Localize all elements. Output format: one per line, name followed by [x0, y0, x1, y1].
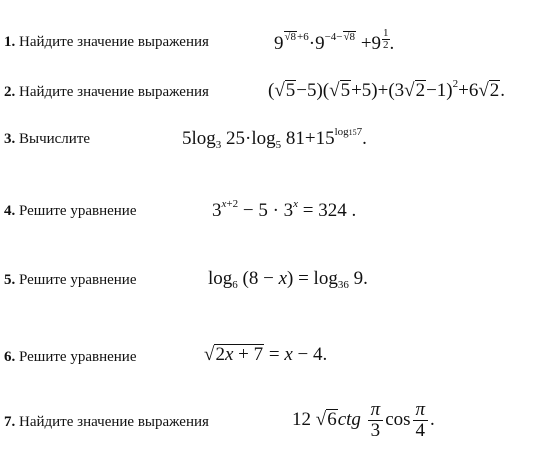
- task-2-number: 2.: [4, 84, 16, 100]
- task-3-text: Вычислите: [19, 131, 91, 147]
- task-4-label: [4, 203, 136, 220]
- task-6-expression: √2x + 7 = x − 4.: [204, 344, 328, 365]
- task-2-label: [4, 84, 209, 101]
- task-4-expression: $3^{x+2} - 5 \cdot 3^x = 324$ .: [212, 198, 357, 221]
- task-4-text: Решите уравнение: [19, 203, 137, 219]
- task-3-label: [4, 131, 90, 148]
- task-7-text: Найдите значение выражения: [19, 414, 209, 430]
- task-6-text: Решите уравнение: [19, 349, 137, 365]
- task-5-number: 5.: [4, 272, 16, 288]
- task-1-label: [4, 34, 209, 51]
- task-1-number: 1.: [4, 34, 16, 50]
- task-7-label: [4, 414, 209, 431]
- task-6-label: [4, 349, 136, 366]
- task-5-label: [4, 272, 136, 289]
- task-2-text: Найдите значение выражения: [19, 84, 209, 100]
- task-2-expression: $(√5-5)(√5+5)+(3√2-1)^2+6√2$.: [268, 78, 506, 101]
- task-5-expression: $\log_6 (8 - x) = \log_{36} 9$.: [208, 268, 368, 291]
- task-3-number: 3.: [4, 131, 16, 147]
- task-5-text: Решите уравнение: [19, 272, 137, 288]
- task-3-expression: $5\log_3$ $25\cdot\log_5$ $81+15^{log157}$.: [182, 126, 367, 151]
- task-1-expression: $9^{√8+6}\cdot 9^{-4-√8} +9$ $\frac{1}{2}$ .: [274, 27, 395, 54]
- task-1-text: Найдите значение выражения: [19, 34, 209, 50]
- task-4-number: 4.: [4, 203, 16, 219]
- task-7-number: 7.: [4, 414, 16, 430]
- task-7-expression: 12 √6ctg $\frac{\pi}{3}$ cos $\frac{\pi}{4}$ .: [292, 399, 435, 441]
- task-6-number: 6.: [4, 349, 16, 365]
